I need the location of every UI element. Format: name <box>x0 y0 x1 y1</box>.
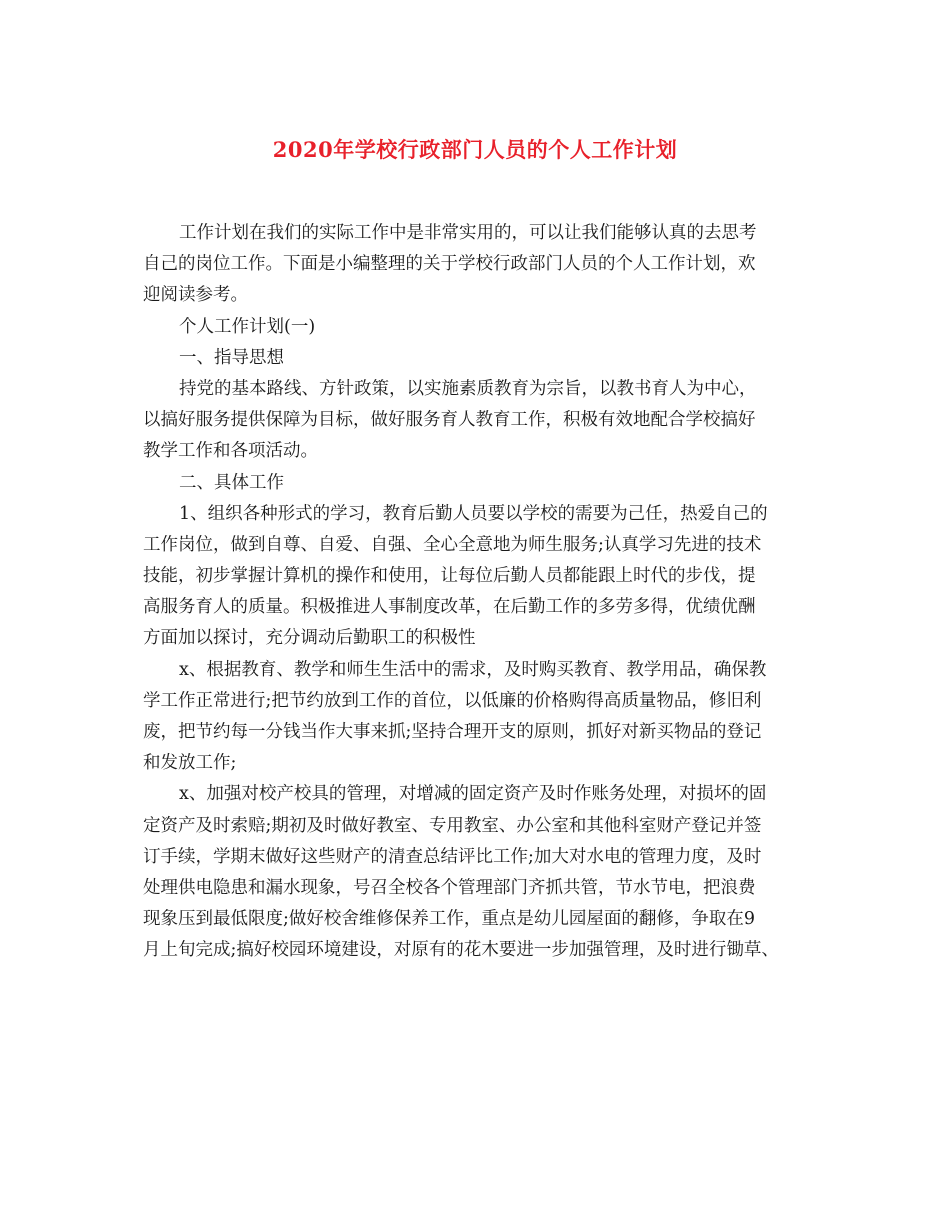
text-line: 废，把节约每一分钱当作大事来抓;坚持合理开支的原则，抓好对新买物品的登记 <box>143 722 762 742</box>
document-title: 2020年学校行政部门人员的个人工作计划 <box>272 137 678 162</box>
text-line: 定资产及时索赔;期初及时做好教室、专用教室、办公室和其他科室财产登记并签 <box>143 815 762 836</box>
text-line: 学工作正常进行;把节约放到工作的首位，以低廉的价格购得高质量物品，修旧利 <box>143 690 762 711</box>
text-line: 自己的岗位工作。下面是小编整理的关于学校行政部门人员的个人工作计划，欢 <box>143 254 756 275</box>
text-line: x、根据教育、教学和师生生活中的需求，及时购买教育、教学用品，确保教 <box>179 659 767 680</box>
text-line: 工作计划在我们的实际工作中是非常实用的，可以让我们能够认真的去思考 <box>179 223 757 243</box>
text-line: 订手续，学期末做好这些财产的清查总结评比工作;加大对水电的管理力度，及时 <box>143 846 762 867</box>
text-line: 方面加以探讨，充分调动后勤职工的积极性 <box>143 628 476 649</box>
text-line: 和发放工作; <box>143 753 237 774</box>
text-line: 以搞好服务提供保障为目标，做好服务育人教育工作，积极有效地配合学校搞好 <box>143 410 756 431</box>
text-line: x、加强对校产校具的管理，对增减的固定资产及时作账务处理，对损坏的固 <box>179 784 767 805</box>
text-line: 技能，初步掌握计算机的操作和使用，让每位后勤人员都能跟上时代的步伐，提 <box>143 566 756 587</box>
text-line: 现象压到最低限度;做好校舍维修保养工作，重点是幼儿园屋面的翻修，争取在9 <box>143 909 756 930</box>
text-line: 迎阅读参考。 <box>143 285 248 306</box>
text-line: 处理供电隐患和漏水现象，号召全校各个管理部门齐抓共管，节水节电，把浪费 <box>143 877 756 898</box>
document-body <box>143 218 809 967</box>
text-line: 1、组织各种形式的学习，教育后勤人员要以学校的需要为己任，热爱自己的 <box>179 503 768 524</box>
text-line: 一、指导思想 <box>179 347 284 368</box>
text-line: 月上旬完成;搞好校园环境建设，对原有的花木要进一步加强管理，及时进行锄草、 <box>143 940 779 961</box>
text-line: 持党的基本路线、方针政策，以实施素质教育为宗旨，以教书育人为中心， <box>179 378 757 399</box>
text-line: 教学工作和各项活动。 <box>143 441 318 462</box>
text-line: 工作岗位，做到自尊、自爱、自强、全心全意地为师生服务;认真学习先进的技术 <box>143 534 762 555</box>
text-line: 二、具体工作 <box>179 472 284 493</box>
text-line: 高服务育人的质量。积极推进人事制度改革，在后勤工作的多劳多得，优绩优酬 <box>143 597 756 618</box>
text-line: 个人工作计划(一) <box>179 316 316 337</box>
